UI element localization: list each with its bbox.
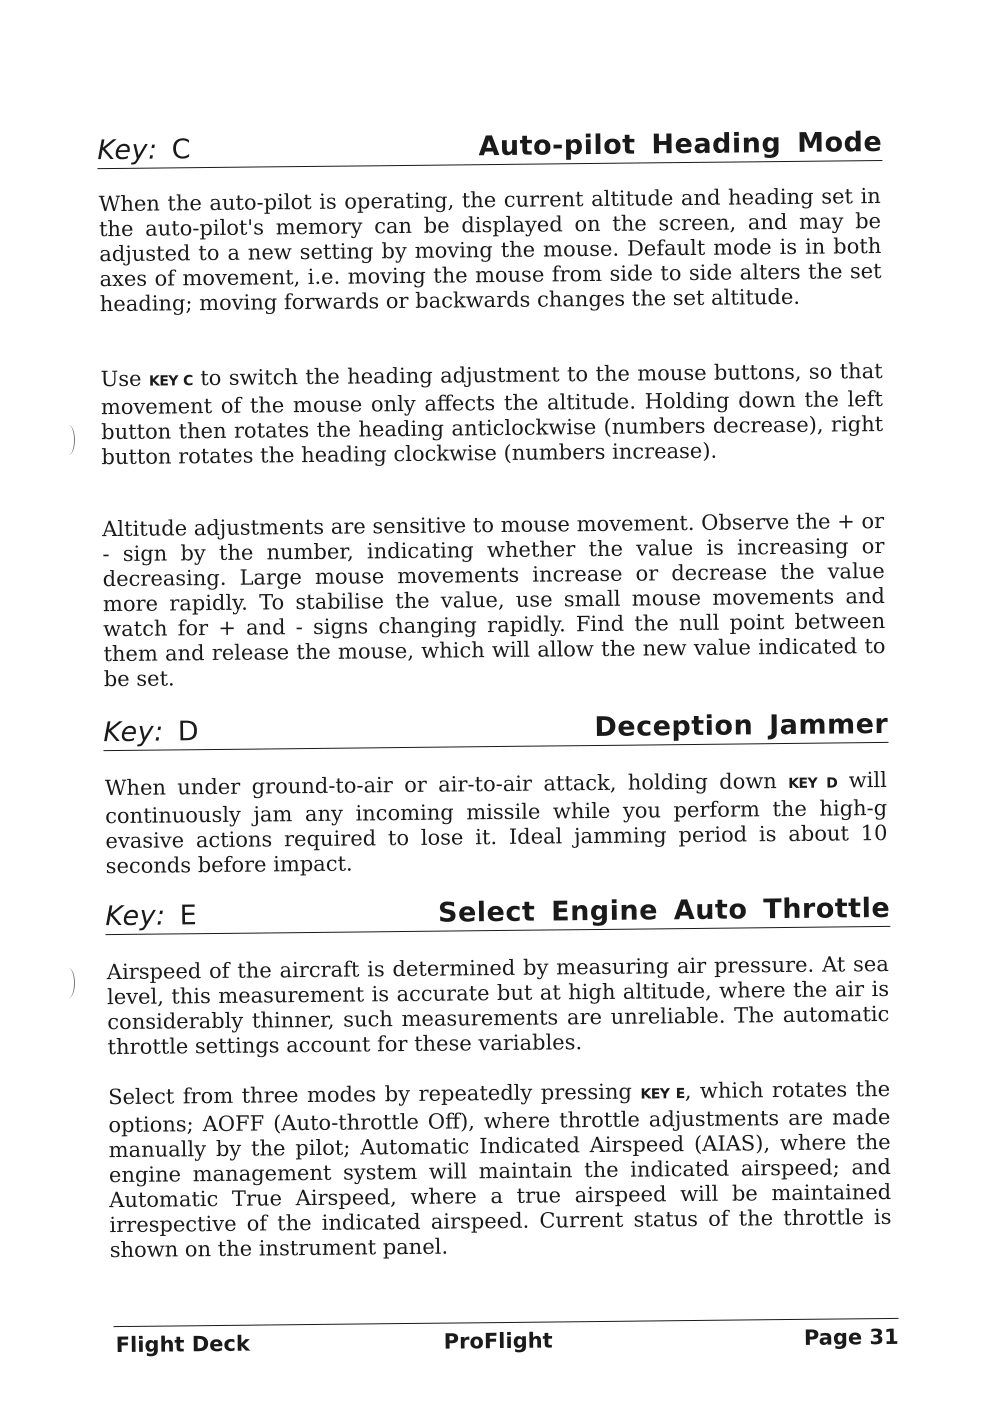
paragraph-text: Select from three modes by repeatedly pressing <box>108 1079 641 1110</box>
section-header-key-e <box>105 890 890 935</box>
key-word: Key: <box>103 716 164 749</box>
paragraph-text: Altitude adjustments are sensitive to mouse movement. Observe the + or - sign by the number, indicating whether the value is increasing or decreasing. Large mouse movements increase or decrease the value more rapidly. To stabilise the value, use small mouse movements and watch for + and - signs changing rapidly. Find the null point between them and release the mouse, which will allow the new value indicated to be set. <box>102 508 886 692</box>
key-label <box>105 900 197 932</box>
paragraph-text: When the auto-pilot is operating, the current altitude and heading set in the auto-pilot's memory can be displayed on the screen, and may be adjusted to a new setting by moving the mouse. Default mode is in both axes of movement, i.e. moving the mouse from side to side alters the set heading; moving forwards or backwards changes the set altitude. <box>98 183 882 317</box>
paragraph <box>102 509 886 692</box>
key-letter: E <box>179 900 198 932</box>
footer-page-number: Page 31 <box>803 1324 899 1350</box>
page-footer <box>114 1318 899 1367</box>
paragraph-text: to switch the heading adjustment to the mouse buttons, so that movement of the mouse only affects the altitude. Holding down the left button then rotates the heading anticlockwise (numbers decrease), right button rotates the heading clockwise (numbers increase). <box>100 358 884 470</box>
section-title: Deception Jammer <box>594 708 889 744</box>
section-header-key-d <box>103 706 888 751</box>
key-letter: C <box>171 134 192 166</box>
paragraph <box>107 952 890 1060</box>
paragraph-text: Airspeed of the aircraft is determined by measuring air pressure. At sea level, this measurement is accurate but at high altitude, where the air is considerably thinner, such measurements are unreliable. The automatic throttle settings account for these variables. <box>106 951 890 1060</box>
paragraph-text: Use <box>100 366 150 392</box>
paragraph <box>99 184 882 317</box>
paragraph-text: When under ground-to-air or air-to-air attack, holding down <box>104 768 789 801</box>
key-reference: KEY D <box>788 775 838 792</box>
section-title: Auto-pilot Heading Mode <box>478 126 883 163</box>
key-reference: KEY E <box>640 1086 685 1103</box>
key-label <box>103 716 199 748</box>
binding-hole-mark <box>62 425 75 455</box>
paragraph <box>105 768 888 879</box>
paragraph <box>108 1077 892 1263</box>
key-word: Key: <box>97 134 158 167</box>
key-letter: D <box>177 716 200 748</box>
key-label <box>97 134 191 166</box>
key-word: Key: <box>105 900 166 933</box>
paragraph-text: will continuously jam any incoming missile while you perform the high-g evasive actions required to lose it. Ideal jamming period is about 10 seconds before impact. <box>105 767 888 879</box>
paragraph <box>100 359 883 470</box>
footer-product-name: ProFlight <box>443 1328 553 1354</box>
section-title: Select Engine Auto Throttle <box>437 892 891 929</box>
paragraph-text: , which rotates the options; AOFF (Auto-throttle Off), where throttle adjustments are made manually by the pilot; Automatic Indicated Airspeed (AIAS), where the engine management system will maintain the indicated airspeed; and Automatic True Airspeed, where a true airspeed will be maintained irrespective of the indicated airspeed. Current status of the throttle is shown on the instrument panel. <box>108 1076 892 1263</box>
key-reference: KEY C <box>148 373 193 390</box>
section-header-key-c <box>97 124 882 169</box>
binding-hole-mark <box>62 968 75 998</box>
footer-section-name: Flight Deck <box>115 1331 251 1358</box>
